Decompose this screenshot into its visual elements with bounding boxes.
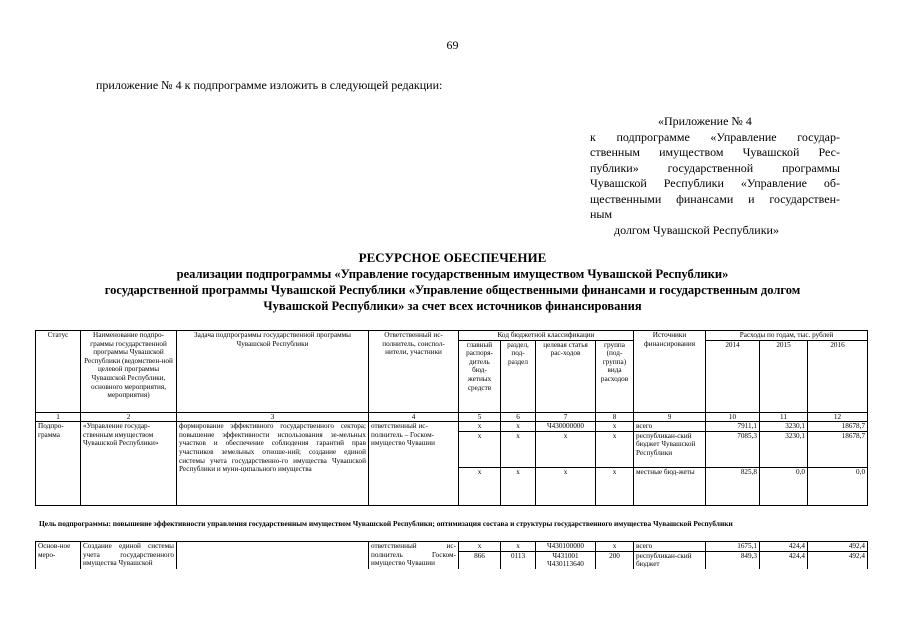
cell-2014: 7085,3	[706, 431, 760, 467]
column-number: 8	[596, 412, 634, 422]
cell-rz: x	[501, 422, 536, 432]
column-number: 2	[81, 412, 177, 422]
program-task: формирование эффективного государственного сектора; повышение эффективности использования зе-мельных участков и обеспечение соблюдения гарантий прав участников земельных отноше-ний; создание единой системы учета государственно-го имущества Чувашской Республики и муни-ципального имущества	[177, 422, 369, 506]
header-csr: целевая статья рас-ходов	[536, 340, 596, 412]
cell-csr: x	[536, 431, 596, 467]
header-gr: главный распоря-дитель бюд-жетных средств	[459, 340, 501, 412]
appendix-line: к подпрограмме «Управление государ-	[590, 129, 840, 144]
cell-2015: 424,4	[760, 542, 808, 552]
appendix-line: «Приложение № 4	[658, 114, 752, 128]
cell-2016: 18678,7	[808, 422, 868, 432]
appendix-line: долгом Чувашской Республики»	[614, 222, 779, 237]
column-number: 9	[634, 412, 706, 422]
column-number: 10	[706, 412, 760, 422]
table-row	[36, 542, 868, 552]
cell-2014: 7911,1	[706, 422, 760, 432]
table-row	[36, 422, 868, 432]
cell-gr: 866	[459, 551, 501, 569]
header-name: Наименование подпро-граммы государственной программы Чувашской Республики (ведомствен-ной целевой программы Чувашской Республики, основного мероприятия, мероприятия)	[81, 331, 177, 413]
cell-rz: x	[501, 542, 536, 552]
cell-2016: 18678,7	[808, 431, 868, 467]
header-budget-code: Код бюджетной классификации	[459, 331, 634, 341]
cell-vr: x	[596, 422, 634, 432]
cell-csr: Ч430100000	[536, 542, 596, 552]
header-expenses: Расходы по годам, тыс. рублей	[706, 331, 868, 341]
cell-rz: 0113	[501, 551, 536, 569]
cell-2014: 1675,1	[706, 542, 760, 552]
column-number: 5	[459, 412, 501, 422]
title-line: Чувашской Республики» за счет всех источников финансирования	[263, 299, 642, 313]
cell-vr: 200	[596, 551, 634, 569]
cell-gr: x	[459, 467, 501, 505]
event-name: Создание единой системы учета государственного имущества Чувашской	[81, 542, 177, 570]
title-line: государственной программы Чувашской Республики «Управление общественными финансами и государственным долгом	[104, 283, 801, 297]
appendix-line: щественными финансами и государствен-	[590, 191, 840, 206]
page-number: 69	[446, 38, 459, 52]
program-name: «Управление государ-ственным имуществом Чувашской Республики»	[81, 422, 177, 506]
column-number: 1	[36, 412, 81, 422]
column-number: 11	[760, 412, 808, 422]
cell-2016: 492,4	[808, 542, 868, 552]
title-line: реализации подпрограммы «Управление государственным имуществом Чувашской Республики»	[176, 267, 729, 281]
cell-gr: x	[459, 422, 501, 432]
header-year-2015: 2015	[760, 340, 808, 412]
event-task	[177, 542, 369, 570]
cell-source: республикан-ский бюджет	[634, 551, 706, 569]
program-executor: ответственный ис-полнитель – Госком-имущество Чувашии	[369, 422, 459, 506]
header-year-2016: 2016	[808, 340, 868, 412]
cell-2014: 825,8	[706, 467, 760, 505]
resource-table-continued	[35, 541, 868, 569]
title-line: РЕСУРСНОЕ ОБЕСПЕЧЕНИЕ	[358, 250, 547, 265]
cell-2014: 849,3	[706, 551, 760, 569]
column-number: 6	[501, 412, 536, 422]
cell-vr: x	[596, 542, 634, 552]
cell-csr: x	[536, 467, 596, 505]
header-vr: группа (под-группа) вида расходов	[596, 340, 634, 412]
event-status: Основ-ное меро-	[36, 542, 81, 570]
cell-gr: x	[459, 431, 501, 467]
cell-source: местные бюд-жеты	[634, 467, 706, 505]
cell-vr: x	[596, 431, 634, 467]
column-number: 7	[536, 412, 596, 422]
cell-2015: 3230,1	[760, 422, 808, 432]
cell-rz: x	[501, 431, 536, 467]
column-number: 4	[369, 412, 459, 422]
cell-vr: x	[596, 467, 634, 505]
cell-2016: 492,4	[808, 551, 868, 569]
header-task: Задача подпрограммы государственной программы Чувашской Республики	[177, 331, 369, 413]
cell-2016: 0,0	[808, 467, 868, 505]
program-status: Подпро-грамма	[36, 422, 81, 506]
column-number: 12	[808, 412, 868, 422]
appendix-line: Чувашской Республики «Управление об-	[590, 176, 840, 190]
header-source: Источники финансирования	[634, 331, 706, 413]
cell-csr: Ч431001 Ч430113640	[536, 551, 596, 569]
header-rz: раздел, под-раздел	[501, 340, 536, 412]
header-status: Статус	[36, 331, 81, 413]
appendix-line: публики» государственной программы	[590, 160, 840, 175]
appendix-heading	[590, 114, 840, 238]
cell-csr: Ч430000000	[536, 422, 596, 432]
subprogram-goal: Цель подпрограммы: повышение эффективности управления государственным имуществом Чувашской Республики; оптимизация состава и структуры государственного имущества Чувашской Республики	[39, 519, 733, 528]
appendix-line: ственным имуществом Чувашской Рес-	[590, 145, 840, 159]
appendix-line: ным	[590, 207, 613, 221]
resource-table	[35, 330, 868, 506]
cell-source: республикан-ский бюджет Чувашской Республики	[634, 431, 706, 467]
intro-text: приложение № 4 к подпрограмме изложить в следующей редакции:	[96, 78, 443, 92]
cell-source: всего	[634, 422, 706, 432]
header-year-2014: 2014	[706, 340, 760, 412]
cell-2015: 424,4	[760, 551, 808, 569]
document-title	[0, 250, 905, 314]
cell-gr: x	[459, 542, 501, 552]
cell-rz: x	[501, 467, 536, 505]
event-executor: ответственный ис-полнитель Госком-имущество Чувашии	[369, 542, 459, 570]
column-number: 3	[177, 412, 369, 422]
cell-source: всего	[634, 542, 706, 552]
header-executor: Ответственный ис-полнитель, соиспол-нители, участники	[369, 331, 459, 413]
cell-2015: 0,0	[760, 467, 808, 505]
cell-2015: 3230,1	[760, 431, 808, 467]
